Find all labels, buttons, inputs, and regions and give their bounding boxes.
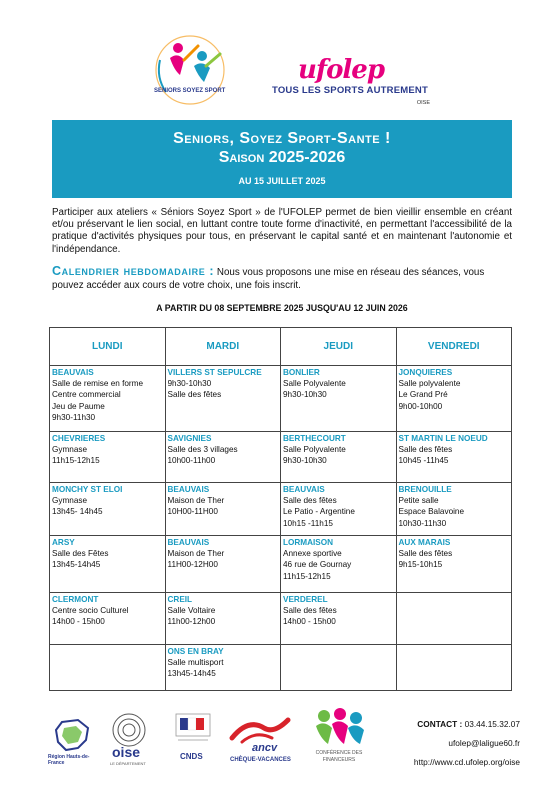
session-detail: Salle des fêtes bbox=[398, 549, 453, 559]
session-town: BERTHECOURT bbox=[283, 434, 346, 443]
region-logo-text: Région Hauts-de-France bbox=[48, 754, 90, 766]
ufolep-logo bbox=[270, 55, 430, 110]
table-header-row bbox=[50, 328, 512, 366]
session-cell bbox=[165, 536, 281, 593]
session-cell bbox=[281, 432, 397, 483]
cnds-logo-text: CNDS bbox=[180, 752, 203, 761]
contact-phone-line bbox=[395, 715, 520, 734]
session-cell bbox=[396, 593, 512, 645]
contact-label: CONTACT : bbox=[417, 719, 463, 729]
session-detail: Salle de remise en forme bbox=[52, 379, 144, 389]
session-detail: Le Grand Pré bbox=[398, 390, 448, 400]
session-cell bbox=[281, 593, 397, 645]
session-detail: 9h00-10h00 bbox=[398, 401, 443, 411]
session-detail: Petite salle bbox=[398, 496, 439, 506]
session-cell bbox=[50, 483, 166, 536]
session-town: JONQUIERES bbox=[398, 368, 453, 377]
session-detail: 9h15-10h15 bbox=[398, 560, 443, 570]
contact-phone: 03.44.15.32.07 bbox=[464, 719, 520, 729]
table-row bbox=[50, 645, 512, 691]
session-town: ARSY bbox=[52, 538, 75, 547]
day-header-thursday: JEUDI bbox=[281, 328, 397, 366]
session-town: BEAUVAIS bbox=[167, 538, 210, 547]
table-row bbox=[50, 366, 512, 432]
session-detail: Annexe sportive bbox=[283, 549, 342, 559]
intro-paragraph: Participer aux ateliers « Séniors Soyez Sport » de l'UFOLEP permet de bien vieillir ensemble en créant et/ou préservant le lien social, en luttant contre toute forme d'inactivité, en permettant l'accessibilité de la pratique d'activités physiques pour tous, en préservant le capital santé et en maintenant l'autonomie et l'indépendance. bbox=[52, 207, 512, 255]
session-town: CREIL bbox=[167, 595, 193, 604]
session-cell bbox=[165, 366, 281, 432]
ancv-logo bbox=[228, 714, 292, 768]
season-title: Saison 2025-2026 bbox=[218, 149, 346, 166]
session-cell bbox=[281, 536, 397, 593]
oise-department-logo bbox=[104, 712, 154, 768]
session-detail: 10h45 -11h45 bbox=[398, 456, 449, 466]
session-detail: Centre socio Culturel bbox=[52, 606, 129, 616]
session-town: AUX MARAIS bbox=[398, 538, 451, 547]
period-text: A PARTIR DU 08 SEPTEMBRE 2025 JUSQU'AU 12 JUIN 2026 bbox=[156, 303, 408, 313]
conference-financeurs-logo bbox=[306, 706, 372, 770]
page-title: Seniors, Soyez Sport-Sante ! bbox=[173, 130, 391, 147]
seniors-soyez-sport-logo bbox=[140, 30, 240, 110]
session-detail: 14h00 - 15h00 bbox=[52, 617, 105, 627]
ancv-logo-sub: CHÈQUE-VACANCES bbox=[230, 757, 291, 763]
session-detail: Salle des fêtes bbox=[398, 445, 453, 455]
session-detail: Gymnase bbox=[52, 496, 88, 506]
session-detail: Le Patio - Argentine bbox=[283, 507, 355, 517]
session-detail: 10h30-11h30 bbox=[398, 518, 447, 528]
session-town: LORMAISON bbox=[283, 538, 334, 547]
session-detail: Salle des fêtes bbox=[283, 496, 337, 506]
session-detail: 9h30-11h30 bbox=[52, 412, 96, 422]
session-detail: Salle des fêtes bbox=[167, 390, 222, 400]
contact-email[interactable]: ufolep@laligue60.fr bbox=[448, 738, 520, 748]
session-detail: 10h15 -11h15 bbox=[283, 518, 333, 528]
session-town: BONLIER bbox=[283, 368, 320, 377]
session-town: BEAUVAIS bbox=[167, 485, 210, 494]
session-detail: Salle des fêtes bbox=[283, 606, 337, 616]
title-banner bbox=[52, 120, 512, 198]
table-row bbox=[50, 483, 512, 536]
session-detail: Maison de Ther bbox=[167, 549, 225, 559]
session-cell bbox=[281, 366, 397, 432]
ancv-logo-text: ancv bbox=[252, 742, 278, 754]
oise-logo-sub: LE DÉPARTEMENT bbox=[110, 761, 146, 766]
table-row bbox=[50, 593, 512, 645]
schedule-body bbox=[50, 366, 512, 691]
session-cell bbox=[50, 645, 166, 691]
session-cell bbox=[165, 645, 281, 691]
session-town: SAVIGNIES bbox=[167, 434, 212, 443]
session-detail: 10H00-11H00 bbox=[167, 507, 218, 517]
session-cell bbox=[50, 593, 166, 645]
session-detail: 9h30-10h30 bbox=[167, 379, 212, 389]
day-header-friday: VENDREDI bbox=[396, 328, 512, 366]
session-detail: 10h00-11h00 bbox=[167, 456, 216, 466]
session-detail: 13h45- 14h45 bbox=[52, 507, 103, 517]
session-cell bbox=[281, 645, 397, 691]
session-detail: Gymnase bbox=[52, 445, 88, 455]
session-cell bbox=[165, 432, 281, 483]
session-town: VERDEREL bbox=[283, 595, 328, 604]
calendar-text: Nous vous proposons une mise en réseau des séances, vous pouvez accéder aux cours de votre choix, une fois inscrit. bbox=[52, 267, 485, 291]
session-cell bbox=[396, 483, 512, 536]
calendar-intro bbox=[52, 265, 514, 292]
session-cell bbox=[396, 645, 512, 691]
ufolep-word: ufolep bbox=[298, 55, 385, 85]
session-detail: Espace Balavoine bbox=[398, 507, 465, 517]
update-date: AU 15 JUILLET 2025 bbox=[238, 176, 326, 186]
session-town: ST MARTIN LE NOEUD bbox=[398, 434, 488, 443]
contact-website[interactable]: http://www.cd.ufolep.org/oise bbox=[413, 757, 520, 767]
session-detail: Salle polyvalente bbox=[398, 379, 461, 389]
session-town: ONS EN BRAY bbox=[167, 647, 224, 656]
session-detail: 11h15-12h15 bbox=[52, 456, 100, 466]
session-detail: Salle des 3 villages bbox=[167, 445, 238, 455]
session-detail: Centre commercial bbox=[52, 390, 121, 400]
session-detail: 9h30-10h30 bbox=[283, 456, 327, 466]
session-detail: 13h45-14h45 bbox=[52, 560, 101, 570]
session-detail: 11h00-12h00 bbox=[167, 617, 216, 627]
session-cell bbox=[50, 432, 166, 483]
session-town: VILLERS ST SEPULCRE bbox=[167, 368, 262, 377]
session-detail: 9h30-10h30 bbox=[283, 390, 327, 400]
session-town: CHEVRIERES bbox=[52, 434, 106, 443]
ufolep-region: OISE bbox=[416, 100, 430, 106]
calendar-heading: Calendrier hebdomadaire : bbox=[52, 264, 215, 278]
weekly-schedule-table bbox=[49, 327, 512, 691]
day-header-monday: LUNDI bbox=[50, 328, 166, 366]
conference-logo-text: CONFÉRENCE DES FINANCEURS bbox=[315, 750, 363, 763]
session-cell bbox=[165, 593, 281, 645]
table-row bbox=[50, 536, 512, 593]
table-row bbox=[50, 432, 512, 483]
session-town: BEAUVAIS bbox=[52, 368, 94, 377]
session-detail: 11H00-12H00 bbox=[167, 560, 218, 570]
session-detail: 11h15-12h15 bbox=[283, 571, 331, 581]
session-detail: Maison de Ther bbox=[167, 496, 225, 506]
session-detail: 46 rue de Gournay bbox=[283, 560, 352, 570]
ufolep-tagline: TOUS LES SPORTS AUTREMENT bbox=[272, 85, 428, 96]
contact-block bbox=[395, 715, 520, 772]
hauts-de-france-logo bbox=[48, 718, 100, 768]
session-detail: Jeu de Paume bbox=[52, 401, 105, 411]
session-detail: Salle Polyvalente bbox=[283, 379, 346, 389]
oise-logo-text: oise bbox=[112, 744, 141, 760]
session-cell bbox=[50, 366, 166, 432]
session-cell bbox=[165, 483, 281, 536]
session-detail: Salle des Fêtes bbox=[52, 549, 109, 559]
session-detail: Salle multisport bbox=[167, 658, 224, 668]
session-detail: Salle Polyvalente bbox=[283, 445, 346, 455]
session-cell bbox=[50, 536, 166, 593]
session-cell bbox=[281, 483, 397, 536]
session-cell bbox=[396, 432, 512, 483]
session-detail: 13h45-14h45 bbox=[167, 669, 216, 679]
session-town: CLERMONT bbox=[52, 595, 99, 604]
session-town: BRENOUILLE bbox=[398, 485, 452, 494]
cnds-logo bbox=[168, 712, 218, 768]
day-header-tuesday: MARDI bbox=[165, 328, 281, 366]
session-detail: Salle Voltaire bbox=[167, 606, 216, 616]
session-cell bbox=[396, 366, 512, 432]
session-town: BEAUVAIS bbox=[283, 485, 325, 494]
session-cell bbox=[396, 536, 512, 593]
seniors-logo-text: SENIORS SOYEZ SPORT bbox=[154, 88, 226, 94]
session-town: MONCHY ST ELOI bbox=[52, 485, 123, 494]
session-detail: 14h00 - 15h00 bbox=[283, 617, 336, 627]
